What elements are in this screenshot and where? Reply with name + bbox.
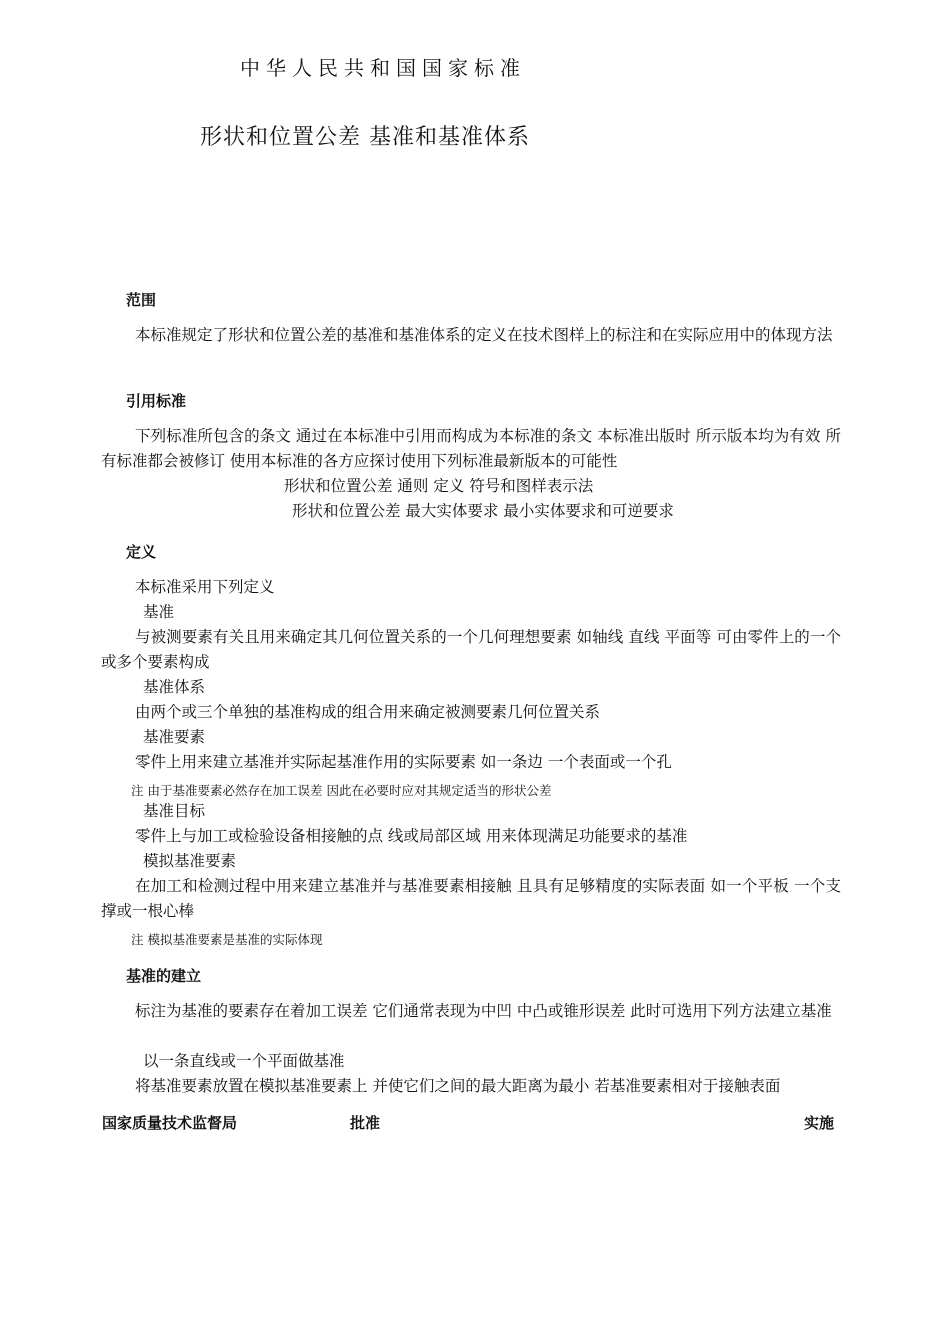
definition-datum: 与被测要素有关且用来确定其几何位置关系的一个几何理想要素 如轴线 直线 平面等 可由零件上的一个或多个要素构成 [101, 628, 841, 671]
definition-datum-target: 零件上与加工或检验设备相接触的点 线或局部区域 用来体现满足功能要求的基准 [135, 827, 688, 845]
establishment-paragraph: 标注为基准的要素存在着加工误差 它们通常表现为中凹 中凸或锥形误差 此时可选用下列方法建立基准 [135, 1002, 832, 1020]
references-paragraph: 下列标准所包含的条文 通过在本标准中引用而构成为本标准的条文 本标准出版时 所示版本均为有效 所有标准都会被修订 使用本标准的各方应探讨使用下列标准最新版本的可能性 [101, 427, 841, 470]
definition-simulated-datum-feature: 在加工和检测过程中用来建立基准并与基准要素相接触 且具有足够精度的实际表面 如一个平板 一个支撑或一根心棒 [101, 877, 841, 920]
section-heading-scope: 范围 [126, 291, 157, 309]
reference-item: 形状和位置公差 通则 定义 符号和图样表示法 [284, 477, 594, 495]
section-heading-establishment: 基准的建立 [126, 967, 202, 985]
standard-label: 中华人民共和国国家标准 [240, 56, 526, 80]
footer-implemented: 实施 [804, 1114, 835, 1132]
definition-datum-feature: 零件上用来建立基准并实际起基准作用的实际要素 如一条边 一个表面或一个孔 [135, 753, 672, 771]
term-datum-system: 基准体系 [143, 678, 206, 696]
section-heading-references: 引用标准 [126, 392, 187, 410]
reference-item: 形状和位置公差 最大实体要求 最小实体要求和可逆要求 [292, 502, 674, 520]
scope-paragraph: 本标准规定了形状和位置公差的基准和基准体系的定义在技术图样上的标注和在实际应用中的体现方法 [135, 326, 833, 344]
term-datum: 基准 [143, 603, 175, 621]
term-datum-feature: 基准要素 [143, 728, 206, 746]
note-datum-feature: 注 由于基准要素必然存在加工误差 因此在必要时应对其规定适当的形状公差 [131, 783, 552, 798]
note-simulated-datum-feature: 注 模拟基准要素是基准的实际体现 [131, 932, 323, 947]
section-heading-definitions: 定义 [126, 543, 157, 561]
establishment-subheading: 以一条直线或一个平面做基准 [143, 1052, 345, 1070]
document-title: 形状和位置公差 基准和基准体系 [200, 125, 530, 150]
definition-datum-system: 由两个或三个单独的基准构成的组合用来确定被测要素几何位置关系 [135, 703, 601, 721]
term-simulated-datum-feature: 模拟基准要素 [143, 852, 237, 870]
definitions-intro: 本标准采用下列定义 [135, 578, 275, 596]
term-datum-target: 基准目标 [143, 802, 206, 820]
establishment-subparagraph: 将基准要素放置在模拟基准要素上 并使它们之间的最大距离为最小 若基准要素相对于接触表面 [135, 1077, 781, 1095]
footer-authority: 国家质量技术监督局 [102, 1114, 238, 1132]
footer-approved: 批准 [350, 1114, 381, 1132]
